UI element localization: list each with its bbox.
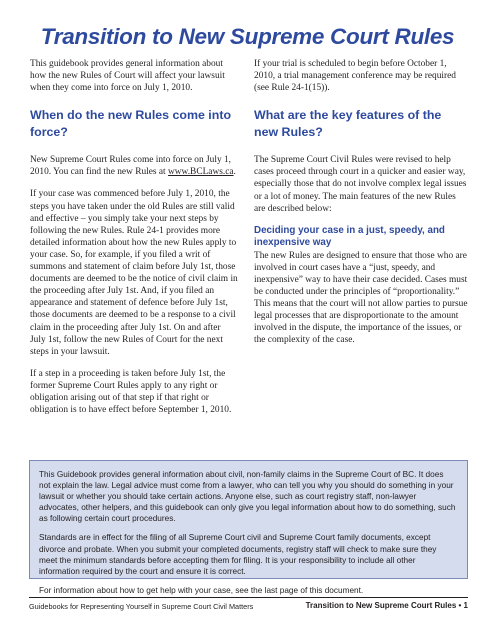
notice-filing-standards: Standards are in effect for the filing of all Supreme Court civil and Supreme Court family documents, except divorce and probate. When you submit your completed documents, registry staff will check to make sure they meet the minimum standards before accepting them for filing. It is your responsibility to include all other information required by the court and ensure it is correct. (39, 533, 437, 576)
rules-in-force-end: . (233, 167, 236, 178)
key-features-paragraph: The Supreme Court Civil Rules were revised to help cases proceed through court in a quicker and easier way, especially those that do not involve complex legal issues or a lot of money. The main features of the new Rules are described below: (254, 155, 467, 214)
step-before-paragraph: If a step in a proceeding is taken before July 1st, the former Supreme Court Rules apply to any right or obligation arising out of that step if that right or obligation is to have effect before September 1, 2010. (30, 368, 232, 416)
commenced-before-paragraph: If your case was commenced before July 1, 2010, the steps you have taken under the old Rules are still valid and effective – you simply take your next steps by following the new Rules. Rule 24-1 provides more detailed information about how the new Rules apply to your case. So, for example, if you filed a writ of summons and statement of claim before July 1st, those documents are deemed to be the notice of civil claim in the proceeding after July 1st. And, if you filed an appearance and statement of defence before July 1st, those documents are deemed to be a response to a civil claim in the proceeding after July 1st. On and after July 1st, follow the new Rules of Court for the next steps in your lawsuit. (30, 189, 238, 357)
footer-page-label: Transition to New Supreme Court Rules • 1 (305, 601, 468, 610)
notice-get-help: For information about how to get help with your case, see the last page of this document. (39, 585, 364, 595)
intro-paragraph: This guidebook provides general information about how the new Rules of Court will affect your lawsuit when they come into force on July 1, 2010. (30, 59, 225, 94)
left-column (30, 58, 238, 426)
section-heading-key-features: What are the key features of the new Rules? (254, 108, 442, 140)
right-column (254, 58, 468, 357)
subheading-just-speedy: Deciding your case in a just, speedy, and inexpensive way (254, 224, 445, 248)
footer-divider (29, 597, 468, 598)
proportionality-paragraph: The new Rules are designed to ensure that those who are involved in court cases have a “just, speedy, and inexpensive” way to have their case decided. Cases must be conducted under the principles of “proportionality.” This means that the court will not allow parties to pursue legal processes that are disproportionate to the amount involved in the dispute, the importance of the issues, or the complexity of the case. (254, 250, 468, 346)
rules-in-force-text: New Supreme Court Rules come into force on July 1, 2010. You can find the new Rules at (30, 155, 232, 178)
notice-legal-advice: This Guidebook provides general information about civil, non-family claims in the Supreme Court of BC. It does not explain the law. Legal advice must come from a lawyer, who can tell you why you should do something in your lawsuit or whether you should take certain actions. Anyone else, such as court registry staff, non-lawyer advocates, other helpers, and this guidebook can only give you legal information about how to do something, such as following certain court procedures. (39, 470, 456, 524)
bclaws-link[interactable]: www.BCLaws.ca (168, 167, 234, 178)
notice-box (29, 460, 468, 595)
trial-scheduled-paragraph: If your trial is scheduled to begin before October 1, 2010, a trial management conference may be required (see Rule 24-1(15)). (254, 59, 456, 94)
section-heading-rules-in-force: When do the new Rules come into force? (30, 108, 232, 140)
footer-series-title: Guidebooks for Representing Yourself in Supreme Court Civil Matters (29, 602, 254, 611)
page-title: Transition to New Supreme Court Rules (40, 24, 455, 49)
rules-in-force-paragraph (30, 154, 238, 178)
